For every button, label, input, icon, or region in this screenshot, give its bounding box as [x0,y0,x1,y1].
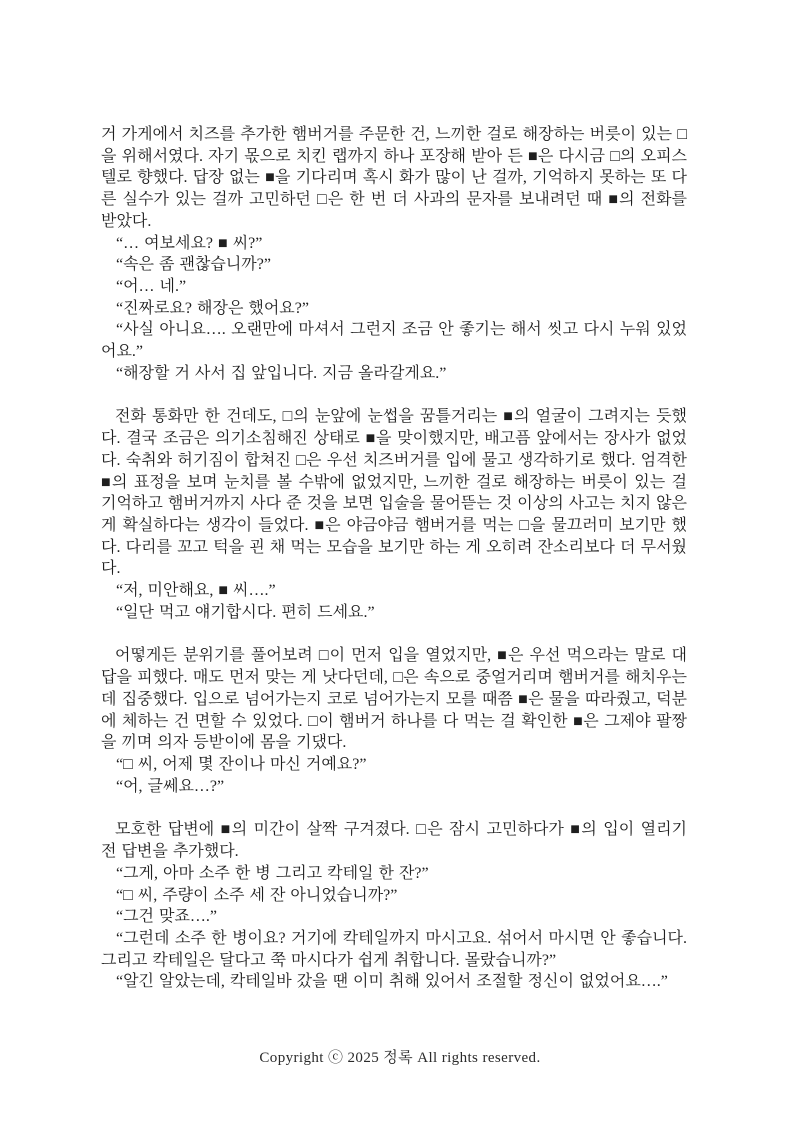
dialogue-line: “□ 씨, 어제 몇 잔이나 마신 거예요?” [116,755,367,773]
footer-copyright: Copyright ⓒ 2025 정록 All rights reserved. [259,1050,541,1066]
paragraph: 어떻게든 분위기를 풀어보려 □이 먼저 입을 열었지만, ■은 우선 먹으라는 말로 대답을 피했다. 매도 먼저 맞는 게 낫다던데, □은 속으로 중얼거리며 햄버거를 해치우는 데 집중했다. 입으로 넘어가는지 코로 넘어가는지 모를 때쯤 ■은 물을 따라줬고, 덕분에 체하는 건 면할 수 있었다. □이 햄버거 하나를 다 먹는 걸 확인한 ■은 그제야 팔짱을 끼며 의자 등받이에 몸을 기댔다. [101,647,687,752]
dialogue-line: “그건 맞죠….” [116,908,218,926]
dialogue-line: “어… 네.” [116,277,187,295]
dialogue-line: “저, 미안해요, ■ 씨….” [116,582,276,600]
dialogue-line: “속은 좀 괜찮습니까?” [116,256,271,274]
dialogue-line: “사실 아니요…. 오랜만에 마셔서 그런지 조금 안 좋기는 해서 씻고 다시 누워 있었어요.” [101,321,687,361]
dialogue-line: “그게, 아마 소주 한 병 그리고 칵테일 한 잔?” [116,864,429,882]
dialogue-block [101,863,687,993]
paragraph: 모호한 답변에 ■의 미간이 살짝 구겨졌다. □은 잠시 고민하다가 ■의 입이 열리기 전 답변을 추가했다. [101,821,687,861]
dialogue-line: “그런데 소주 한 병이요? 거기에 칵테일까지 마시고요. 섞어서 마시면 안 좋습니다. 그리고 칵테일은 달다고 쭉 마시다가 쉽게 취합니다. 몰랐습니까?” [101,929,687,969]
dialogue-line: “□ 씨, 주량이 소주 세 잔 아니었습니까?” [116,886,398,904]
paragraph: 전화 통화만 한 건데도, □의 눈앞에 눈썹을 꿈틀거리는 ■의 얼굴이 그려지는 듯했다. 결국 조금은 의기소침해진 상태로 ■을 맞이했지만, 배고픔 앞에서는 장사가 없었다. 숙취와 허기짐이 합쳐진 □은 우선 치즈버거를 입에 물고 생각하기로 했다. 엄격한 ■의 표정을 보며 눈치를 볼 수밖에 없었지만, 느끼한 걸로 해장하는 버릇이 있는 걸 기억하고 햄버거까지 사다 준 것을 보면 입술을 물어뜯는 것 이상의 사고는 치지 않은 게 확실하다는 생각이 들었다. ■은 야금야금 햄버거를 먹는 □을 물끄러미 보기만 했다. 다리를 꼬고 턱을 괸 채 먹는 모습을 보기만 하는 게 오히려 잔소리보다 더 무서웠다. [101,408,687,578]
novel-text-body [101,124,687,993]
dialogue-block [101,754,687,797]
paragraph: 거 가게에서 치즈를 추가한 햄버거를 주문한 건, 느끼한 걸로 해장하는 버릇이 있는 □을 위해서였다. 자기 몫으로 치킨 랩까지 하나 포장해 받아 든 ■은 다시금 □의 오피스텔로 향했다. 답장 없는 ■을 기다리며 혹시 화가 많이 난 걸까, 기억하지 못하는 또 다른 실수가 있는 걸까 고민하던 □은 한 번 더 사과의 문자를 보내려던 때 ■의 전화를 받았다. [101,126,687,230]
dialogue-line: “일단 먹고 얘기합시다. 편히 드세요.” [116,603,375,621]
dialogue-line: “어, 글쎄요…?” [116,777,225,795]
dialogue-line: “해장할 거 사서 집 앞입니다. 지금 올라갈게요.” [116,364,447,382]
dialogue-line: “알긴 알았는데, 칵테일바 갔을 땐 이미 취해 있어서 조절할 정신이 없었어요….” [116,973,668,991]
dialogue-line: “… 여보세요? ■ 씨?” [116,234,263,252]
dialogue-line: “진짜로요? 해장은 했어요?” [116,299,309,317]
dialogue-block [101,233,687,385]
dialogue-block [101,580,687,623]
